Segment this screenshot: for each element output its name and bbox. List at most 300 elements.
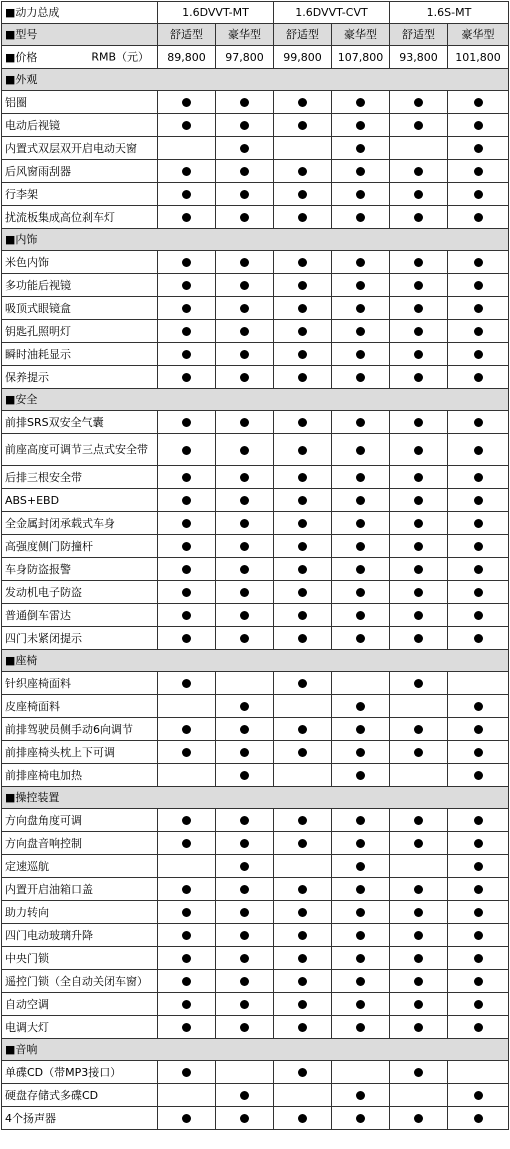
standard-dot-icon [182,446,191,455]
feature-availability-cell [216,558,274,581]
standard-dot-icon [474,98,483,107]
feature-availability-cell [390,320,448,343]
feature-availability-cell [332,489,390,512]
feature-availability-cell [390,274,448,297]
standard-dot-icon [474,121,483,130]
feature-availability-cell [216,489,274,512]
feature-availability-cell [390,695,448,718]
standard-dot-icon [474,1000,483,1009]
feature-availability-cell [332,1084,390,1107]
feature-availability-cell [274,1084,332,1107]
standard-dot-icon [298,98,307,107]
standard-dot-icon [240,885,249,894]
feature-availability-cell [216,411,274,434]
feature-name: 皮座椅面料 [2,695,158,718]
feature-name: 自动空调 [2,993,158,1016]
standard-dot-icon [356,144,365,153]
feature-availability-cell [274,809,332,832]
standard-dot-icon [182,634,191,643]
standard-dot-icon [240,839,249,848]
standard-dot-icon [182,350,191,359]
standard-dot-icon [356,496,365,505]
standard-dot-icon [298,304,307,313]
section-title: ■安全 [2,389,509,411]
feature-availability-cell [332,809,390,832]
standard-dot-icon [182,519,191,528]
feature-name: 扰流板集成高位刹车灯 [2,206,158,229]
feature-availability-cell [158,251,216,274]
feature-name: 助力转向 [2,901,158,924]
feature-availability-cell [274,1061,332,1084]
feature-availability-cell [332,251,390,274]
feature-availability-cell [332,741,390,764]
feature-availability-cell [216,206,274,229]
standard-dot-icon [474,1091,483,1100]
feature-availability-cell [332,1107,390,1130]
feature-availability-cell [390,160,448,183]
feature-availability-cell [216,297,274,320]
feature-row [2,809,509,832]
feature-availability-cell [390,535,448,558]
feature-availability-cell [448,274,509,297]
standard-dot-icon [240,327,249,336]
feature-row [2,695,509,718]
feature-availability-cell [158,91,216,114]
standard-dot-icon [182,885,191,894]
standard-dot-icon [298,931,307,940]
feature-availability-cell [448,489,509,512]
feature-availability-cell [448,366,509,389]
feature-availability-cell [158,901,216,924]
feature-row [2,741,509,764]
feature-availability-cell [448,160,509,183]
feature-name: 电动后视镜 [2,114,158,137]
feature-availability-cell [332,970,390,993]
feature-availability-cell [332,672,390,695]
feature-availability-cell [158,855,216,878]
feature-availability-cell [448,970,509,993]
standard-dot-icon [182,98,191,107]
standard-dot-icon [414,519,423,528]
feature-availability-cell [158,993,216,1016]
price-unit: RMB（元） [91,50,149,64]
trim-header: 舒适型 [274,24,332,46]
feature-availability-cell [390,558,448,581]
feature-row [2,832,509,855]
feature-availability-cell [448,1016,509,1039]
feature-row [2,137,509,160]
price-value: 107,800 [332,46,390,69]
standard-dot-icon [240,816,249,825]
standard-dot-icon [356,748,365,757]
feature-availability-cell [274,1016,332,1039]
feature-availability-cell [448,1084,509,1107]
feature-availability-cell [216,901,274,924]
feature-row [2,274,509,297]
powertrain-label: ■动力总成 [2,2,158,24]
standard-dot-icon [182,1114,191,1123]
standard-dot-icon [474,327,483,336]
standard-dot-icon [240,281,249,290]
standard-dot-icon [414,121,423,130]
standard-dot-icon [356,121,365,130]
standard-dot-icon [474,1114,483,1123]
feature-availability-cell [158,466,216,489]
feature-availability-cell [332,993,390,1016]
feature-availability-cell [216,1107,274,1130]
section-title: ■操控装置 [2,787,509,809]
feature-availability-cell [448,581,509,604]
feature-availability-cell [448,901,509,924]
feature-row [2,160,509,183]
feature-availability-cell [158,366,216,389]
feature-availability-cell [274,627,332,650]
feature-availability-cell [448,183,509,206]
feature-availability-cell [216,924,274,947]
standard-dot-icon [474,1023,483,1032]
standard-dot-icon [414,350,423,359]
standard-dot-icon [182,373,191,382]
feature-row [2,993,509,1016]
feature-availability-cell [158,832,216,855]
standard-dot-icon [356,213,365,222]
feature-availability-cell [274,535,332,558]
standard-dot-icon [474,519,483,528]
standard-dot-icon [182,542,191,551]
standard-dot-icon [414,634,423,643]
standard-dot-icon [240,121,249,130]
standard-dot-icon [356,771,365,780]
standard-dot-icon [182,954,191,963]
standard-dot-icon [298,281,307,290]
standard-dot-icon [182,565,191,574]
feature-availability-cell [332,581,390,604]
standard-dot-icon [474,350,483,359]
feature-row [2,947,509,970]
feature-availability-cell [274,366,332,389]
feature-availability-cell [216,343,274,366]
standard-dot-icon [182,473,191,482]
standard-dot-icon [356,565,365,574]
feature-availability-cell [216,604,274,627]
feature-availability-cell [274,970,332,993]
feature-availability-cell [332,901,390,924]
feature-availability-cell [448,855,509,878]
feature-name: 内置开启油箱口盖 [2,878,158,901]
standard-dot-icon [182,1023,191,1032]
feature-name: 钥匙孔照明灯 [2,320,158,343]
standard-dot-icon [414,977,423,986]
standard-dot-icon [182,748,191,757]
standard-dot-icon [240,542,249,551]
feature-availability-cell [448,741,509,764]
feature-availability-cell [158,512,216,535]
feature-row [2,558,509,581]
feature-availability-cell [332,343,390,366]
standard-dot-icon [414,885,423,894]
standard-dot-icon [240,862,249,871]
standard-dot-icon [298,1023,307,1032]
standard-dot-icon [356,327,365,336]
standard-dot-icon [182,977,191,986]
standard-dot-icon [240,496,249,505]
feature-availability-cell [390,855,448,878]
feature-availability-cell [448,764,509,787]
feature-name: 全金属封闭承载式车身 [2,512,158,535]
feature-row [2,366,509,389]
feature-availability-cell [216,1061,274,1084]
feature-availability-cell [448,1107,509,1130]
model-label: ■型号 [2,24,158,46]
standard-dot-icon [298,1068,307,1077]
feature-availability-cell [274,114,332,137]
feature-name: 前排驾驶员侧手动6向调节 [2,718,158,741]
feature-name: 普通倒车雷达 [2,604,158,627]
standard-dot-icon [182,496,191,505]
feature-row [2,297,509,320]
feature-availability-cell [332,627,390,650]
standard-dot-icon [414,839,423,848]
standard-dot-icon [414,190,423,199]
feature-availability-cell [390,672,448,695]
standard-dot-icon [240,977,249,986]
feature-availability-cell [216,1016,274,1039]
feature-row [2,183,509,206]
feature-row [2,114,509,137]
feature-availability-cell [216,809,274,832]
feature-availability-cell [448,993,509,1016]
feature-availability-cell [448,924,509,947]
feature-availability-cell [390,91,448,114]
standard-dot-icon [182,281,191,290]
standard-dot-icon [356,1023,365,1032]
price-value: 97,800 [216,46,274,69]
feature-availability-cell [216,114,274,137]
feature-availability-cell [274,434,332,466]
standard-dot-icon [356,611,365,620]
feature-availability-cell [158,924,216,947]
feature-availability-cell [448,512,509,535]
standard-dot-icon [356,281,365,290]
standard-dot-icon [414,816,423,825]
standard-dot-icon [182,611,191,620]
feature-availability-cell [158,809,216,832]
standard-dot-icon [298,1000,307,1009]
feature-row [2,1084,509,1107]
feature-availability-cell [216,672,274,695]
price-label: ■价格 [5,50,38,64]
standard-dot-icon [298,885,307,894]
feature-availability-cell [448,604,509,627]
standard-dot-icon [240,258,249,267]
feature-availability-cell [448,206,509,229]
standard-dot-icon [414,258,423,267]
powertrain-header: 1.6S-MT [390,2,509,24]
feature-availability-cell [216,320,274,343]
feature-availability-cell [390,343,448,366]
standard-dot-icon [298,1114,307,1123]
standard-dot-icon [240,418,249,427]
feature-availability-cell [216,878,274,901]
feature-availability-cell [274,411,332,434]
feature-name: 遥控门锁（全自动关闭车窗） [2,970,158,993]
standard-dot-icon [356,418,365,427]
standard-dot-icon [298,816,307,825]
standard-dot-icon [356,862,365,871]
standard-dot-icon [414,588,423,597]
standard-dot-icon [414,679,423,688]
standard-dot-icon [356,908,365,917]
standard-dot-icon [474,862,483,871]
feature-availability-cell [448,297,509,320]
feature-availability-cell [274,901,332,924]
feature-availability-cell [274,878,332,901]
standard-dot-icon [240,373,249,382]
section-header-row [2,69,509,91]
standard-dot-icon [414,908,423,917]
feature-availability-cell [158,604,216,627]
feature-availability-cell [158,741,216,764]
feature-availability-cell [216,137,274,160]
standard-dot-icon [298,725,307,734]
feature-availability-cell [448,809,509,832]
feature-row [2,764,509,787]
feature-availability-cell [216,434,274,466]
standard-dot-icon [182,931,191,940]
standard-dot-icon [298,611,307,620]
feature-availability-cell [332,183,390,206]
feature-availability-cell [216,947,274,970]
feature-availability-cell [332,512,390,535]
feature-name: 定速巡航 [2,855,158,878]
feature-availability-cell [390,183,448,206]
standard-dot-icon [182,258,191,267]
feature-name: ABS+EBD [2,489,158,512]
feature-availability-cell [390,581,448,604]
standard-dot-icon [414,1000,423,1009]
feature-availability-cell [274,832,332,855]
feature-availability-cell [448,466,509,489]
feature-availability-cell [158,947,216,970]
feature-availability-cell [332,206,390,229]
standard-dot-icon [356,258,365,267]
feature-row [2,434,509,466]
feature-availability-cell [158,695,216,718]
feature-availability-cell [216,512,274,535]
feature-availability-cell [332,137,390,160]
standard-dot-icon [298,588,307,597]
feature-availability-cell [448,718,509,741]
feature-row [2,343,509,366]
standard-dot-icon [298,418,307,427]
feature-availability-cell [274,466,332,489]
feature-availability-cell [448,695,509,718]
feature-row [2,970,509,993]
standard-dot-icon [240,167,249,176]
feature-name: 米色内饰 [2,251,158,274]
feature-row [2,924,509,947]
feature-availability-cell [390,970,448,993]
feature-availability-cell [158,489,216,512]
trim-header: 舒适型 [390,24,448,46]
feature-availability-cell [216,627,274,650]
standard-dot-icon [414,496,423,505]
feature-row [2,535,509,558]
feature-row [2,672,509,695]
standard-dot-icon [414,213,423,222]
standard-dot-icon [298,167,307,176]
standard-dot-icon [474,496,483,505]
feature-availability-cell [332,832,390,855]
standard-dot-icon [240,954,249,963]
standard-dot-icon [298,565,307,574]
feature-availability-cell [332,466,390,489]
standard-dot-icon [298,121,307,130]
feature-availability-cell [274,512,332,535]
feature-availability-cell [448,434,509,466]
feature-availability-cell [332,764,390,787]
feature-name: 硬盘存储式多碟CD [2,1084,158,1107]
standard-dot-icon [414,565,423,574]
price-value: 89,800 [158,46,216,69]
feature-name: 四门电动玻璃升降 [2,924,158,947]
standard-dot-icon [474,281,483,290]
standard-dot-icon [474,190,483,199]
standard-dot-icon [240,748,249,757]
standard-dot-icon [414,373,423,382]
feature-availability-cell [332,320,390,343]
standard-dot-icon [356,542,365,551]
section-title: ■内饰 [2,229,509,251]
standard-dot-icon [474,839,483,848]
section-header-row [2,229,509,251]
standard-dot-icon [356,634,365,643]
feature-availability-cell [158,274,216,297]
standard-dot-icon [182,121,191,130]
feature-availability-cell [448,627,509,650]
standard-dot-icon [298,258,307,267]
feature-availability-cell [332,411,390,434]
standard-dot-icon [182,1068,191,1077]
feature-availability-cell [390,512,448,535]
feature-availability-cell [274,718,332,741]
feature-availability-cell [216,832,274,855]
feature-availability-cell [332,695,390,718]
feature-availability-cell [274,137,332,160]
price-value: 101,800 [448,46,509,69]
standard-dot-icon [356,885,365,894]
feature-row [2,718,509,741]
feature-availability-cell [216,251,274,274]
feature-availability-cell [332,947,390,970]
feature-name: 方向盘音响控制 [2,832,158,855]
feature-availability-cell [158,878,216,901]
trim-header: 舒适型 [158,24,216,46]
standard-dot-icon [414,473,423,482]
standard-dot-icon [474,258,483,267]
standard-dot-icon [356,1114,365,1123]
standard-dot-icon [414,446,423,455]
feature-availability-cell [274,695,332,718]
feature-availability-cell [448,91,509,114]
trim-header: 豪华型 [216,24,274,46]
feature-row [2,1107,509,1130]
feature-availability-cell [332,924,390,947]
feature-availability-cell [216,274,274,297]
feature-name: 保养提示 [2,366,158,389]
feature-row [2,581,509,604]
standard-dot-icon [474,473,483,482]
